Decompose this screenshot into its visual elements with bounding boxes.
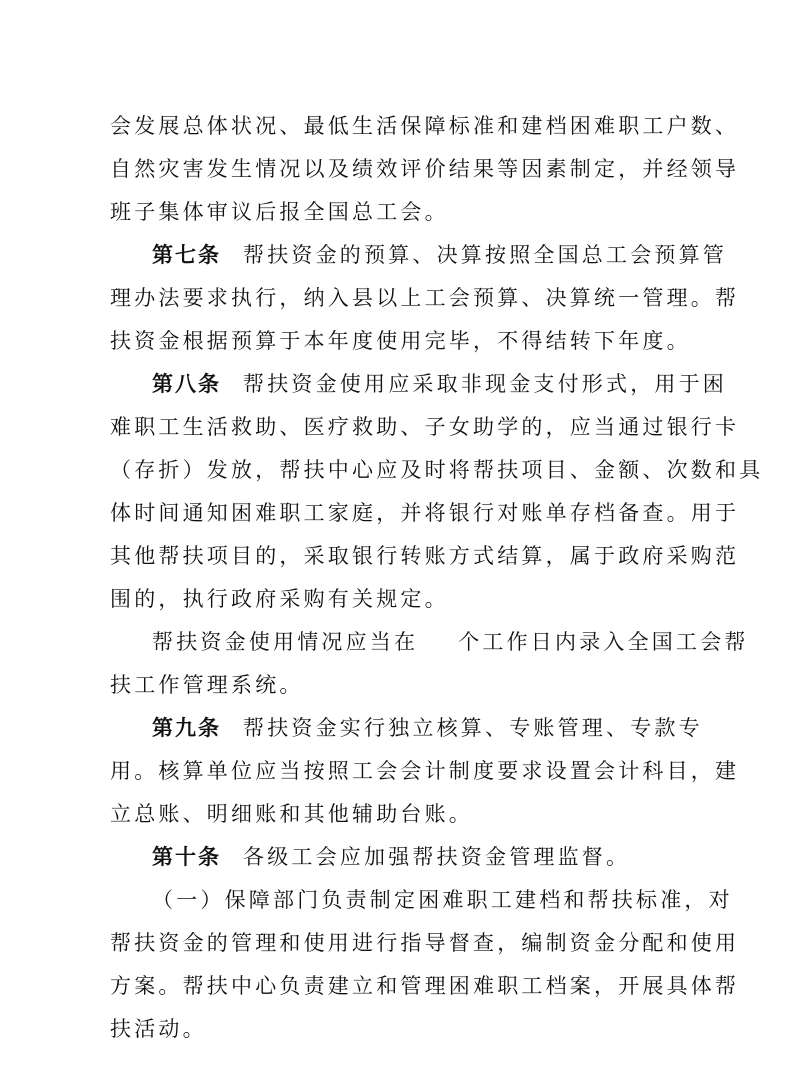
article-10-heading: 第十条: [152, 845, 221, 869]
paragraph-line: 帮扶资金实行独立核算、专账管理、专款专: [243, 716, 703, 740]
paragraph-line: 扶工作管理系统。: [110, 673, 304, 697]
article-8-line: [152, 370, 727, 398]
paragraph-line: 围的，执行政府采购有关规定。: [110, 587, 449, 611]
paragraph-line: 各级工会应加强帮扶资金管理监督。: [243, 845, 631, 869]
paragraph-line: 扶资金根据预算于本年度使用完毕，不得结转下年度。: [110, 329, 691, 353]
article-8-heading: 第八条: [152, 372, 221, 396]
article-10-line: [152, 843, 690, 871]
paragraph-line: 帮扶资金的管理和使用进行指导督查，编制资金分配和使用: [110, 931, 740, 955]
paragraph-line: 方案。帮扶中心负责建立和管理困难职工档案，开展具体帮: [110, 974, 740, 998]
article-9-line: [152, 714, 703, 742]
paragraph-line: 难职工生活救助、医疗救助、子女助学的，应当通过银行卡: [110, 415, 740, 439]
article-7-line: [152, 241, 727, 269]
paragraph-line: 班子集体审议后报全国总工会。: [110, 200, 449, 224]
paragraph-line: 体时间通知困难职工家庭，并将银行对账单存档备查。用于: [110, 501, 740, 525]
article-7-heading: 第七条: [152, 243, 221, 267]
paragraph-line: 立总账、明细账和其他辅助台账。: [110, 802, 473, 826]
paragraph-line: 会发展总体状况、最低生活保障标准和建档困难职工户数、: [110, 114, 740, 138]
paragraph-line: 其他帮扶项目的，采取银行转账方式结算，属于政府采购范: [110, 544, 740, 568]
paragraph-line: 自然灾害发生情况以及绩效评价结果等因素制定，并经领导: [110, 157, 740, 181]
paragraph-line: 用。核算单位应当按照工会会计制度要求设置会计科目，建: [110, 759, 740, 783]
paragraph-line: 帮扶资金的预算、决算按照全国总工会预算管: [243, 243, 727, 267]
paragraph-text-part: 个工作日内录入全国工会帮: [458, 630, 749, 654]
article-9-heading: 第九条: [152, 716, 221, 740]
paragraph-line-with-blank: [152, 628, 749, 656]
paragraph-text-part: 帮扶资金使用情况应当在: [152, 630, 419, 654]
paragraph-line: 扶活动。: [110, 1017, 207, 1041]
paragraph-line: 理办法要求执行，纳入县以上工会预算、决算统一管理。帮: [110, 286, 740, 310]
paragraph-line: 帮扶资金使用应采取非现金支付形式，用于困: [243, 372, 727, 396]
paragraph-line: （存折）发放，帮扶中心应及时将帮扶项目、金额、次数和具: [110, 458, 764, 482]
paragraph-line: （一）保障部门负责制定困难职工建档和帮扶标准，对: [152, 888, 733, 912]
